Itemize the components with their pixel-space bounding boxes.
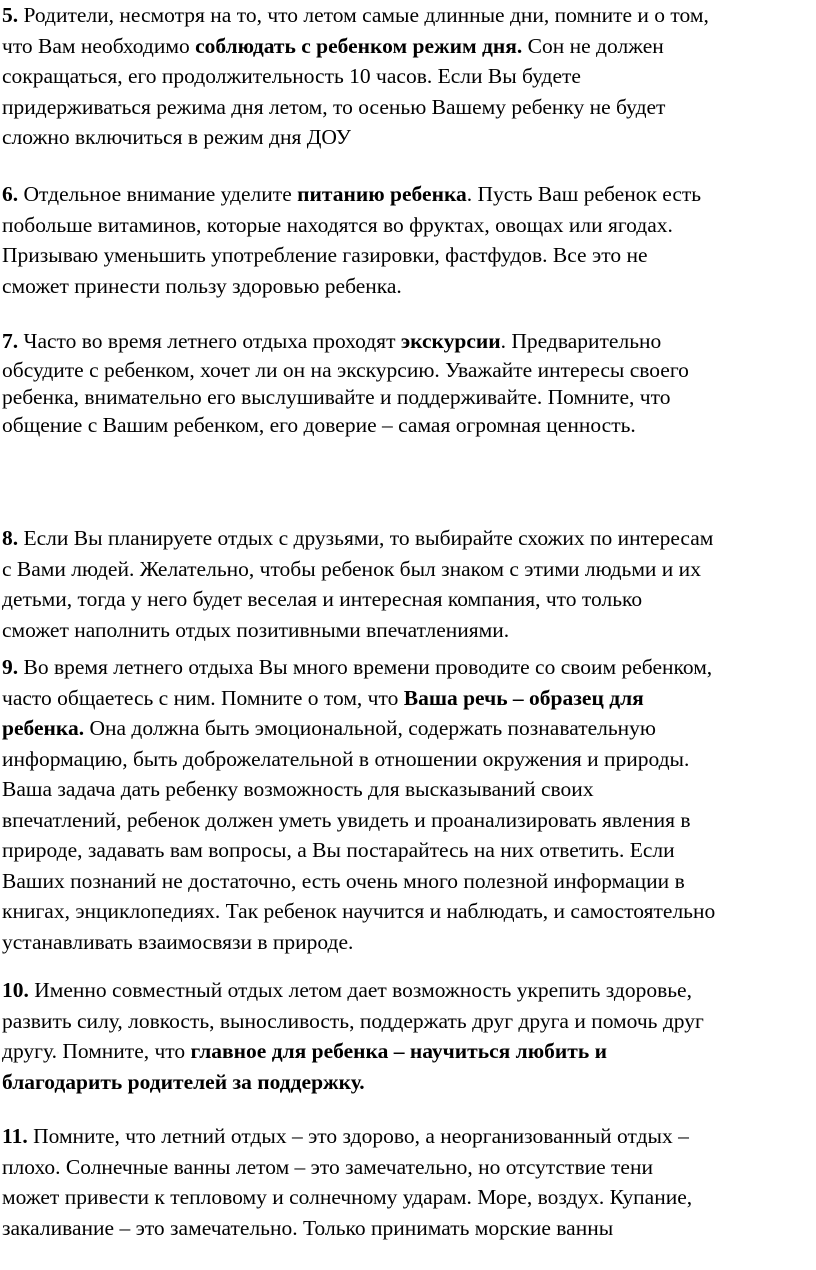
text-line [2, 1121, 814, 1152]
emphasis-text: соблюдать с ребенком режим дня. [195, 33, 523, 58]
paragraph-6 [2, 179, 814, 301]
text-line: сможет принести пользу здоровью ребенка. [2, 273, 402, 298]
paragraph-9 [2, 652, 814, 957]
text-line: плохо. Солнечные ванны летом – это замечательно, но отсутствие тени [2, 1154, 653, 1179]
text-line [2, 1036, 814, 1067]
text-line: Призываю уменьшить употребление газировки, фастфудов. Все это не [2, 243, 648, 267]
item-number: 7. [2, 329, 19, 353]
text-line: информацию, быть доброжелательной в отношении окружения и природы. [2, 746, 690, 771]
text-line [2, 713, 814, 744]
text-line [2, 326, 814, 357]
emphasis-text: главное для ребенка – научиться любить и [190, 1039, 607, 1063]
emphasis-text: ребенка. [2, 716, 85, 740]
item-number: 6. [2, 182, 19, 206]
text-line: сложно включиться в режим дня ДОУ [2, 125, 351, 149]
text-span: другу. Помните, что [2, 1039, 191, 1063]
text-line: детьми, тогда у него будет веселая и интересная компания, что только [2, 587, 643, 611]
text-line [2, 31, 814, 62]
text-line: придерживаться режима дня летом, то осенью Вашему ребенку не будет [2, 94, 666, 119]
text-span: Во время летнего отдыха Вы много времени проводите со своим ребенком, [18, 655, 713, 679]
text-span: Именно совместный отдых летом дает возможность укрепить здоровье, [28, 978, 692, 1002]
text-line: может привести к тепловому и солнечному ударам. Море, воздух. Купание, [2, 1185, 693, 1209]
paragraph-7 [2, 326, 814, 439]
text-line [2, 0, 814, 31]
emphasis-line: благодарить родителей за поддержку. [2, 1069, 365, 1094]
text-line: книгах, энциклопедиях. Так ребенок научится и наблюдать, и самостоятельно [2, 899, 716, 923]
item-number: 9. [2, 655, 19, 679]
paragraph-11 [2, 1121, 814, 1243]
text-span: Родители, несмотря на то, что летом самые длинные дни, помните и о том, [18, 3, 709, 27]
text-line: обсудите с ребенком, хочет ли он на экскурсию. Уважайте интересы своего [2, 357, 689, 382]
text-line [2, 683, 814, 714]
text-line [2, 523, 814, 554]
text-line: развить силу, ловкость, выносливость, поддержать друг друга и помочь друг [2, 1008, 704, 1033]
item-number: 10. [2, 978, 29, 1002]
text-line: Ваших познаний не достаточно, есть очень много полезной информации в [2, 868, 685, 893]
text-span: . Предварительно [500, 329, 662, 353]
text-span: . Пусть Ваш ребенок есть [466, 182, 702, 206]
text-line: сокращаться, его продолжительность 10 часов. Если Вы будете [2, 64, 581, 88]
text-line [2, 179, 814, 210]
text-span: Помните, что летний отдых – это здорово, а неорганизованный отдых – [27, 1124, 689, 1148]
text-span: Отдельное внимание уделите [18, 182, 298, 206]
text-line: ребенка, внимательно его выслушивайте и поддерживайте. Помните, что [2, 385, 671, 409]
emphasis-text: Ваша речь – образец для [403, 685, 644, 710]
text-line: закаливание – это замечательно. Только принимать морские ванны [2, 1215, 614, 1240]
text-span: Если Вы планируете отдых с друзьями, то выбирайте схожих по интересам [18, 526, 714, 550]
text-line: сможет наполнить отдых позитивными впечатлениями. [2, 617, 510, 642]
item-number: 8. [2, 526, 19, 550]
text-span: часто общаетесь с ним. Помните о том, что [2, 685, 404, 710]
paragraph-10 [2, 975, 814, 1097]
text-span: что Вам необходимо [2, 33, 196, 58]
text-line [2, 975, 814, 1006]
emphasis-text: экскурсии [400, 329, 501, 353]
text-span: Часто во время летнего отдыха проходят [18, 329, 401, 353]
paragraph-5 [2, 0, 814, 153]
text-line: устанавливать взаимосвязи в природе. [2, 929, 354, 954]
text-line: природе, задавать вам вопросы, а Вы постарайтесь на них ответить. Если [2, 838, 675, 862]
emphasis-text: питанию ребенка [297, 182, 467, 206]
text-span: Она должна быть эмоциональной, содержать познавательную [84, 716, 656, 740]
text-line: впечатлений, ребенок должен уметь увидеть и проанализировать явления в [2, 807, 691, 832]
text-line [2, 652, 814, 683]
text-line: с Вами людей. Желательно, чтобы ребенок был знаком с этими людьми и их [2, 556, 701, 581]
paragraph-8 [2, 523, 814, 645]
text-span: Сон не должен [522, 33, 664, 58]
item-number: 11. [2, 1124, 28, 1148]
text-line: Ваша задача дать ребенку возможность для высказываний своих [2, 777, 594, 801]
text-line: побольше витаминов, которые находятся во фруктах, овощах или ягодах. [2, 212, 673, 237]
item-number: 5. [2, 3, 19, 27]
text-line: общение с Вашим ребенком, его доверие – самая огромная ценность. [2, 412, 636, 437]
